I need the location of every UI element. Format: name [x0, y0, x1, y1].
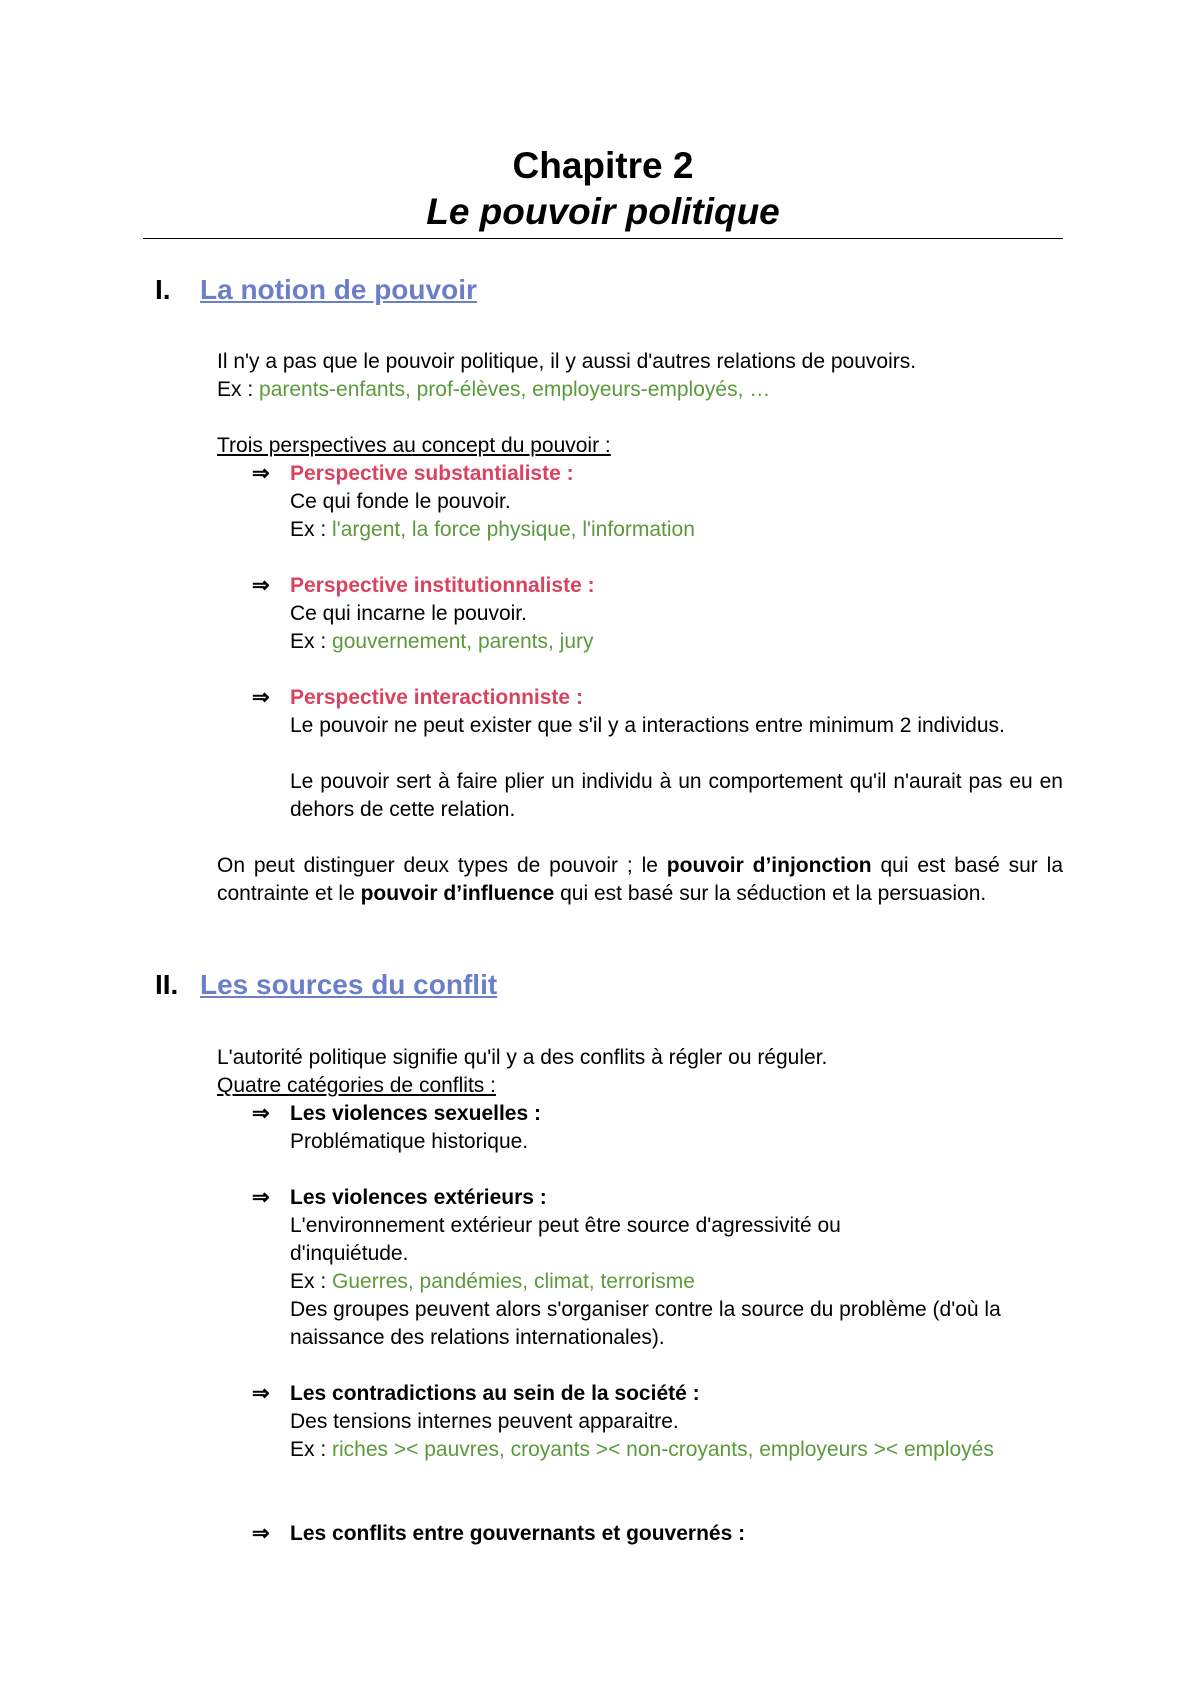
chapter-number: Chapitre 2 — [512, 145, 694, 186]
perspective-label: Perspective institutionnaliste : — [290, 574, 595, 597]
arrow-icon: ⇒ — [252, 462, 270, 485]
perspective-example — [290, 516, 695, 544]
category-example — [290, 1268, 695, 1296]
section-heading-2 — [155, 968, 497, 1002]
category-example — [290, 1436, 1000, 1464]
category-label: Les conflits entre gouvernants et gouvernés : — [290, 1522, 746, 1545]
category-desc: Problématique historique. — [290, 1130, 529, 1153]
perspective-label: Perspective interactionniste : — [290, 686, 583, 709]
paragraph-intro: L'autorité politique signifie qu'il y a des conflits à régler ou réguler. — [217, 1046, 828, 1069]
paragraph-intro: Il n'y a pas que le pouvoir politique, il y aussi d'autres relations de pouvoirs. — [217, 350, 917, 373]
paragraph-power-types — [217, 852, 1063, 908]
perspective-label: Perspective substantialiste : — [290, 462, 574, 485]
perspective-desc: Ce qui incarne le pouvoir. — [290, 602, 527, 625]
example-line — [217, 376, 770, 404]
page-title — [143, 143, 1063, 235]
text-run: On peut distinguer deux types de pouvoir ; le — [217, 854, 667, 877]
category-label: Les violences extérieurs : — [290, 1186, 547, 1209]
example-prefix: Ex : — [290, 518, 333, 541]
categories-heading: Quatre catégories de conflits : — [217, 1074, 496, 1097]
perspective-desc: Le pouvoir ne peut exister que s'il y a interactions entre minimum 2 individus. — [290, 714, 1005, 737]
example-prefix: Ex : — [290, 1438, 333, 1461]
example-prefix: Ex : — [290, 1270, 333, 1293]
category-desc: Des tensions internes peuvent apparaitre. — [290, 1410, 679, 1433]
section-title: Les sources du conflit — [200, 969, 498, 1000]
category-label: Les contradictions au sein de la société : — [290, 1382, 700, 1405]
section-title: La notion de pouvoir — [200, 274, 477, 305]
chapter-title: Le pouvoir politique — [426, 191, 780, 232]
category-desc: Des groupes peuvent alors s'organiser contre la source du problème (d'où la naissance des relations internationales). — [290, 1298, 1001, 1349]
text-run: qui est basé sur la contrainte et le — [217, 854, 1063, 905]
example-prefix: Ex : — [217, 378, 260, 401]
arrow-icon: ⇒ — [252, 574, 270, 597]
term-influence: pouvoir d’influence — [360, 882, 555, 905]
example-prefix: Ex : — [290, 630, 333, 653]
section-number: II. — [155, 969, 179, 1000]
arrow-icon: ⇒ — [252, 1522, 270, 1545]
term-injonction: pouvoir d’injonction — [666, 854, 872, 877]
arrow-icon: ⇒ — [252, 1382, 270, 1405]
example-text: l'argent, la force physique, l'information — [332, 518, 695, 541]
category-desc: L'environnement extérieur peut être source d'agressivité ou d'inquiétude. — [290, 1214, 841, 1265]
example-text: parents-enfants, prof-élèves, employeurs-employés, … — [259, 378, 771, 401]
perspectives-heading: Trois perspectives au concept du pouvoir : — [217, 434, 611, 457]
arrow-icon: ⇒ — [252, 1102, 270, 1125]
title-divider — [143, 238, 1063, 239]
example-text: Guerres, pandémies, climat, terrorisme — [332, 1270, 695, 1293]
category-label: Les violences sexuelles : — [290, 1102, 541, 1125]
perspective-example — [290, 628, 594, 656]
example-text: gouvernement, parents, jury — [332, 630, 594, 653]
text-run: qui est basé sur la séduction et la persuasion. — [554, 882, 987, 905]
section-number: I. — [155, 274, 171, 305]
perspective-desc: Ce qui fonde le pouvoir. — [290, 490, 511, 513]
arrow-icon: ⇒ — [252, 1186, 270, 1209]
example-text: riches >< pauvres, croyants >< non-croyants, employeurs >< employés — [332, 1438, 994, 1461]
arrow-icon: ⇒ — [252, 686, 270, 709]
section-heading-1 — [155, 273, 477, 307]
perspective-desc: Le pouvoir sert à faire plier un individu à un comportement qu'il n'aurait pas eu en dehors de cette relation. — [290, 770, 1063, 821]
